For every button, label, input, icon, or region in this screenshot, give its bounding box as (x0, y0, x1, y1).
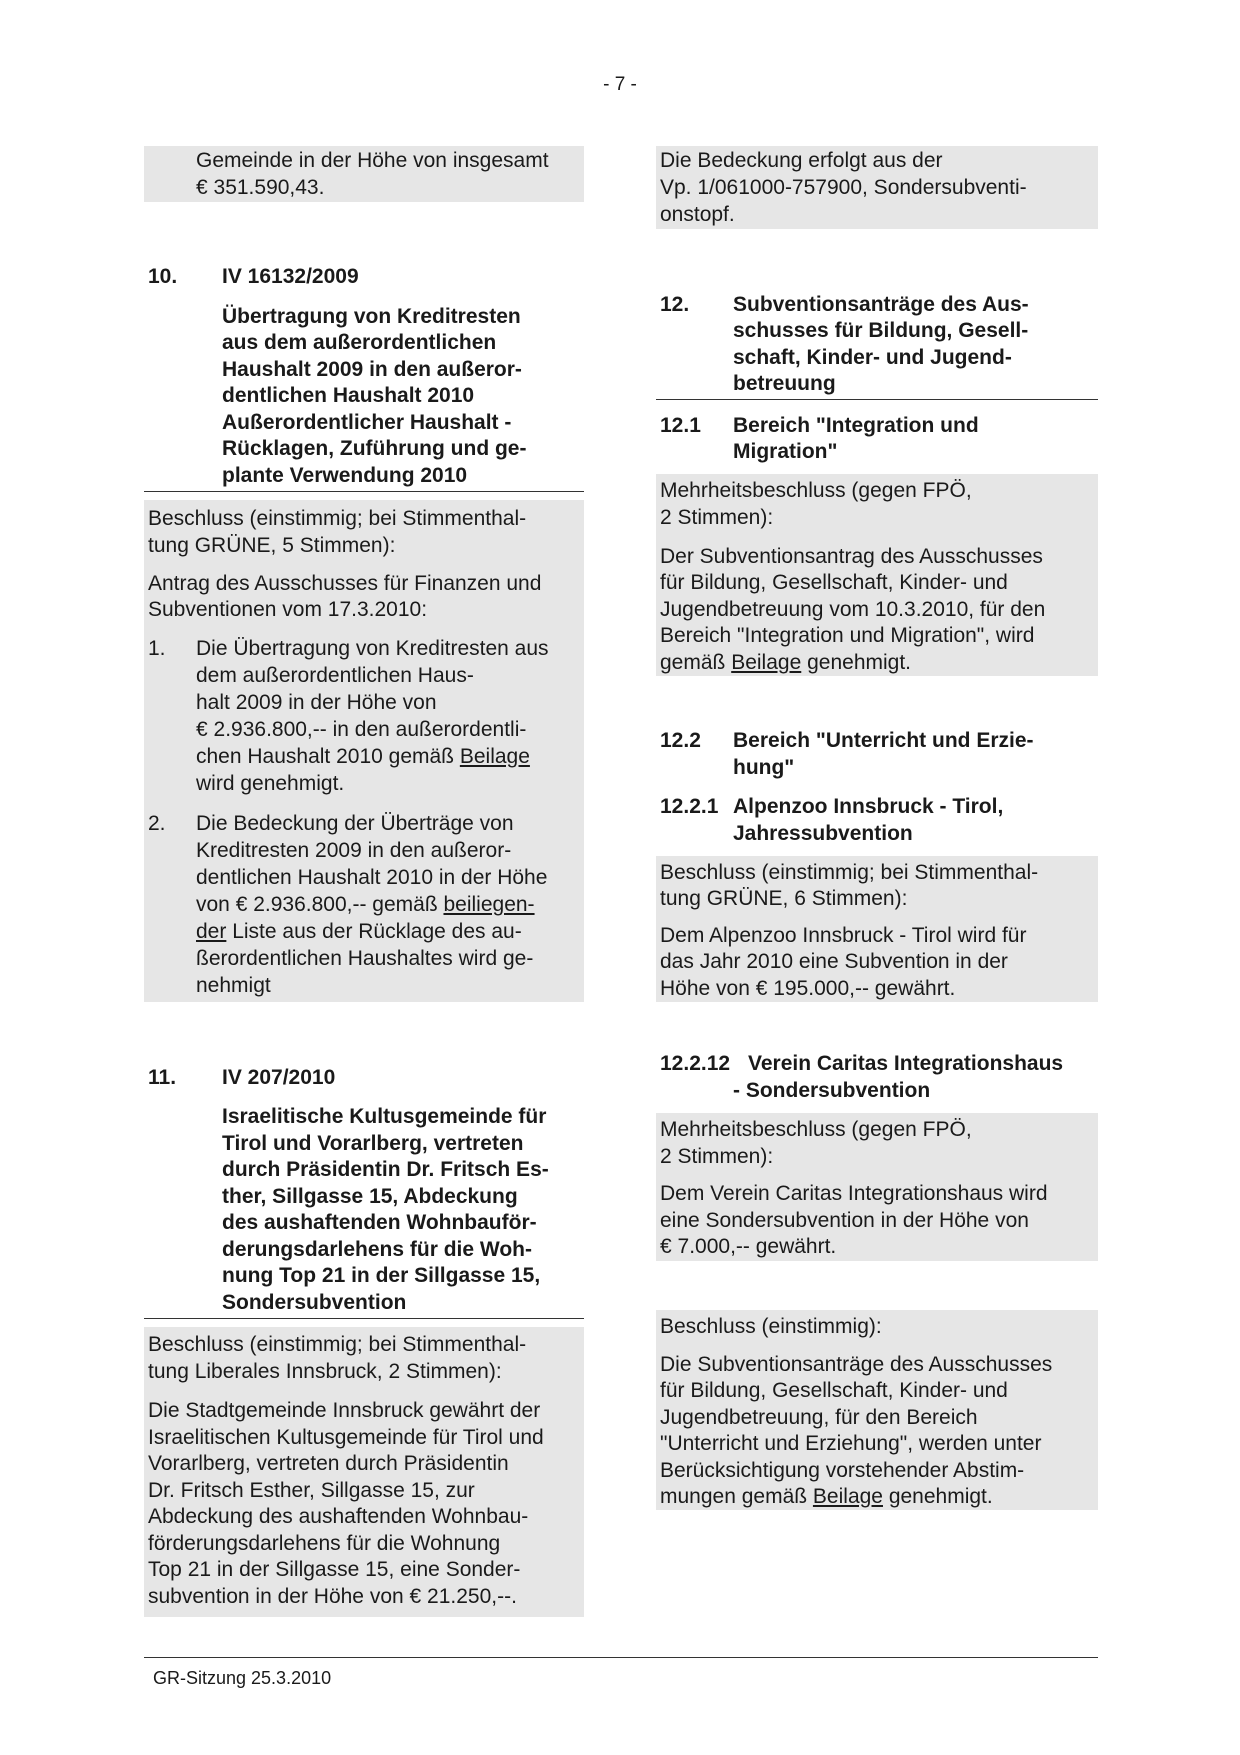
carry-over-line: € 351.590,43. (196, 176, 325, 199)
list-item-line (196, 892, 535, 918)
section-12-2-12-body-line: € 7.000,-- gewährt. (660, 1235, 837, 1258)
list-item-line (196, 919, 522, 945)
section-12-1-body-line: für Bildung, Gesellschaft, Kinder- und (660, 571, 1008, 594)
item-12-title-line: betreuung (733, 372, 836, 395)
section-12-2-1-decision-line: tung GRÜNE, 6 Stimmen): (660, 887, 908, 910)
beilage-link[interactable]: Beilage (812, 1485, 883, 1508)
item-10-motion-line: Antrag des Ausschusses für Finanzen und (148, 572, 542, 595)
right-carry-over-line: onstopf. (660, 203, 735, 226)
section-12-2-12-body-line: Dem Verein Caritas Integrationshaus wird (660, 1182, 1048, 1205)
section-12-2-12-title-line: - Sondersubvention (733, 1079, 931, 1102)
item-11-title-line: ther, Sillgasse 15, Abdeckung (222, 1185, 518, 1208)
section-12-2-1-number: 12.2.1 (660, 795, 719, 818)
item-11-title-line: Israelitische Kultusgemeinde für (222, 1105, 547, 1128)
body-text: genehmigt. (801, 651, 912, 674)
item-10-decision-line: tung GRÜNE, 5 Stimmen): (148, 534, 396, 557)
item-10-title-line: dentlichen Haushalt 2010 (222, 384, 475, 407)
section-12-2-1-title-line: Alpenzoo Innsbruck - Tirol, (733, 795, 1004, 818)
summary-body-line: für Bildung, Gesellschaft, Kinder- und (660, 1379, 1008, 1402)
item-11-divider (144, 1318, 584, 1319)
item-11-body-line: Die Stadtgemeinde Innsbruck gewährt der (148, 1399, 541, 1422)
list-item-line: Die Bedeckung der Überträge von (196, 812, 514, 835)
right-carry-over-line: Vp. 1/061000-757900, Sondersubventi- (660, 176, 1027, 199)
list-item-text: Liste aus der Rücklage des au- (226, 920, 522, 943)
body-text: gemäß (660, 651, 732, 674)
summary-body-line: Die Subventionsanträge des Ausschusses (660, 1353, 1053, 1376)
list-item-text: chen Haushalt 2010 gemäß (196, 745, 460, 768)
item-11-decision-line: tung Liberales Innsbruck, 2 Stimmen): (148, 1360, 502, 1383)
item-11-number: 11. (148, 1066, 177, 1089)
section-12-1-body-line: Jugendbetreuung vom 10.3.2010, für den (660, 598, 1046, 621)
carry-over-line: Gemeinde in der Höhe von insgesamt (196, 149, 549, 172)
list-item-text: von € 2.936.800,-- gemäß (196, 893, 444, 916)
beilage-link[interactable]: Beilage (459, 745, 530, 768)
section-12-1-body-line: Bereich "Integration und Migration", wird (660, 624, 1035, 647)
beiliegender-link[interactable]: der (196, 920, 227, 943)
list-item-line (196, 744, 530, 770)
section-12-2-12-number: 12.2.12 (660, 1052, 731, 1075)
item-11-title-line: des aushaftenden Wohnbauför- (222, 1211, 537, 1234)
item-10-title-line: Außerordentlicher Haushalt - (222, 411, 512, 434)
section-12-2-title-line: hung" (733, 756, 795, 779)
summary-decision: Beschluss (einstimmig): (660, 1315, 882, 1338)
item-11-body-line: Dr. Fritsch Esther, Sillgasse 15, zur (148, 1479, 475, 1502)
beiliegender-link[interactable]: beiliegen- (443, 893, 535, 916)
summary-body-line: Berücksichtigung vorstehender Abstim- (660, 1459, 1025, 1482)
body-text: mungen gemäß (660, 1485, 813, 1508)
list-number: 1. (148, 637, 166, 660)
section-12-2-12-decision-line: 2 Stimmen): (660, 1145, 774, 1168)
item-11-title-line: durch Präsidentin Dr. Fritsch Es- (222, 1158, 549, 1181)
summary-body-line: "Unterricht und Erziehung", werden unter (660, 1432, 1042, 1455)
body-text: genehmigt. (882, 1485, 993, 1508)
section-12-1-title-line: Bereich "Integration und (733, 414, 979, 437)
page-number: - 7 - (603, 74, 637, 95)
item-10-divider (144, 491, 584, 492)
item-11-body-line: Israelitischen Kultusgemeinde für Tirol und (148, 1426, 544, 1449)
item-10-title-line: plante Verwendung 2010 (222, 464, 468, 487)
section-12-2-1-body-line: Höhe von € 195.000,-- gewährt. (660, 977, 956, 1000)
item-10-motion-line: Subventionen vom 17.3.2010: (148, 598, 428, 621)
list-item-line: halt 2009 in der Höhe von (196, 691, 437, 714)
item-12-title-line: schaft, Kinder- und Jugend- (733, 346, 1012, 369)
section-12-2-1-body-line: das Jahr 2010 eine Subvention in der (660, 950, 1008, 973)
section-12-2-1-title-line: Jahressubvention (733, 822, 913, 845)
section-12-1-decision-line: Mehrheitsbeschluss (gegen FPÖ, (660, 479, 972, 502)
section-12-2-title-line: Bereich "Unterricht und Erzie- (733, 729, 1034, 752)
item-10-title-line: aus dem außerordentlichen (222, 331, 497, 354)
list-item-line: nehmigt (196, 974, 271, 997)
item-11-reference: IV 207/2010 (222, 1066, 336, 1089)
list-item-line: dentlichen Haushalt 2010 in der Höhe (196, 866, 548, 889)
item-11-body-line: förderungsdarlehens für die Wohnung (148, 1532, 501, 1555)
item-11-title-line: derungsdarlehens für die Woh- (222, 1238, 532, 1261)
section-12-2-number: 12.2 (660, 729, 701, 752)
item-11-body-line: subvention in der Höhe von € 21.250,--. (148, 1585, 517, 1608)
list-number: 2. (148, 812, 166, 835)
item-12-number: 12. (660, 293, 690, 316)
list-item-line: Die Übertragung von Kreditresten aus (196, 637, 549, 660)
list-item-line: ßerordentlichen Haushaltes wird ge- (196, 947, 534, 970)
item-10-title-line: Rücklagen, Zuführung und ge- (222, 437, 527, 460)
list-item-line: € 2.936.800,-- in den außerordentli- (196, 718, 527, 741)
item-12-title-line: schusses für Bildung, Gesell- (733, 319, 1029, 342)
footer-divider (144, 1657, 1098, 1658)
list-item-line: Kreditresten 2009 in den außeror- (196, 839, 512, 862)
item-12-divider (656, 399, 1098, 400)
summary-body-line (660, 1484, 993, 1510)
item-11-title-line: nung Top 21 in der Sillgasse 15, (222, 1264, 541, 1287)
list-item-line: dem außerordentlichen Haus- (196, 664, 474, 687)
item-10-decision-line: Beschluss (einstimmig; bei Stimmenthal- (148, 507, 527, 530)
item-11-body-line: Top 21 in der Sillgasse 15, eine Sonder- (148, 1558, 521, 1581)
footer-text: GR-Sitzung 25.3.2010 (153, 1668, 332, 1688)
item-10-reference: IV 16132/2009 (222, 265, 359, 288)
right-carry-over-line: Die Bedeckung erfolgt aus der (660, 149, 943, 172)
section-12-1-body-line: Der Subventionsantrag des Ausschusses (660, 545, 1043, 568)
item-11-body-line: Abdeckung des aushaftenden Wohnbau- (148, 1505, 529, 1528)
item-10-number: 10. (148, 265, 178, 288)
list-item-line: wird genehmigt. (196, 772, 345, 795)
item-11-title-line: Tirol und Vorarlberg, vertreten (222, 1132, 524, 1155)
summary-body-line: Jugendbetreuung, für den Bereich (660, 1406, 978, 1429)
section-12-1-title-line: Migration" (733, 440, 838, 463)
item-10-title-line: Haushalt 2009 in den außeror- (222, 358, 522, 381)
beilage-link[interactable]: Beilage (731, 651, 802, 674)
section-12-2-1-body-line: Dem Alpenzoo Innsbruck - Tirol wird für (660, 924, 1027, 947)
section-12-1-body-line (660, 650, 911, 676)
section-12-2-12-body-line: eine Sondersubvention in der Höhe von (660, 1209, 1029, 1232)
section-12-1-decision-line: 2 Stimmen): (660, 506, 774, 529)
item-11-title-line: Sondersubvention (222, 1291, 407, 1314)
section-12-2-1-decision-line: Beschluss (einstimmig; bei Stimmenthal- (660, 861, 1039, 884)
section-12-2-12-decision-line: Mehrheitsbeschluss (gegen FPÖ, (660, 1118, 972, 1141)
item-11-decision-line: Beschluss (einstimmig; bei Stimmenthal- (148, 1333, 527, 1356)
section-12-1-number: 12.1 (660, 414, 701, 437)
section-12-2-12-title-line: Verein Caritas Integrationshaus (748, 1052, 1064, 1075)
item-11-body-line: Vorarlberg, vertreten durch Präsidentin (148, 1452, 509, 1475)
item-12-title-line: Subventionsanträge des Aus- (733, 293, 1029, 316)
item-10-title-line: Übertragung von Kreditresten (222, 305, 521, 328)
